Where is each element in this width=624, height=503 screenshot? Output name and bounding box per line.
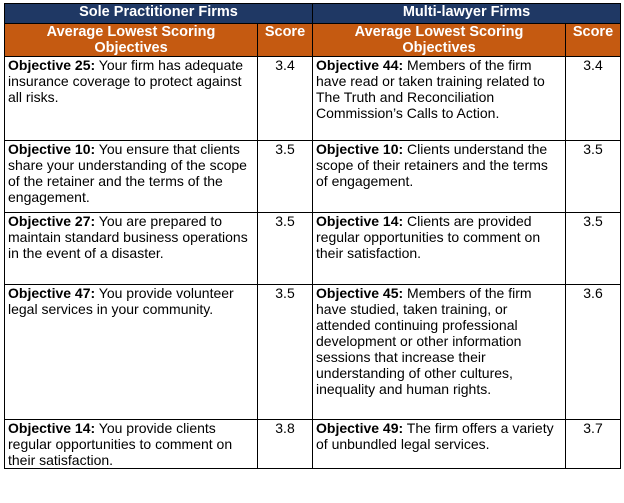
multi-score-cell: 3.5: [566, 141, 621, 213]
objective-label: Objective 14:: [316, 213, 404, 229]
objective-label: Objective 10:: [8, 141, 96, 157]
sole-score-cell: 3.5: [258, 213, 313, 285]
objective-label: Objective 27:: [8, 213, 96, 229]
sole-objective-cell: [5, 420, 258, 469]
objective-text: Members of the firm have studied, taken training, or attended continuing professional development or other information sessions that increase their understanding of other cultures, inequality and human rights.: [316, 285, 532, 397]
multi-score-cell: 3.4: [566, 57, 621, 141]
sole-score-cell: 3.5: [258, 141, 313, 213]
table-row: [5, 420, 621, 469]
table-row: [5, 213, 621, 285]
multi-objective-cell: [313, 213, 566, 285]
multi-score-cell: 3.5: [566, 213, 621, 285]
sole-score-cell: 3.8: [258, 420, 313, 469]
objective-text: Members of the firm have read or taken training related to The Truth and Reconciliation Commission’s Calls to Action.: [316, 57, 545, 121]
objective-label: Objective 49:: [316, 420, 404, 436]
multi-objective-cell: [313, 285, 566, 420]
sole-objective-cell: [5, 285, 258, 420]
multi-score-column-header: Score: [566, 24, 621, 57]
objective-label: Objective 14:: [8, 420, 96, 436]
firm-type-header-row: [5, 4, 621, 24]
table-row: [5, 57, 621, 141]
objective-label: Objective 44:: [316, 57, 404, 73]
table-row: [5, 285, 621, 420]
sole-objectives-column-header: Average Lowest Scoring Objectives: [5, 24, 258, 57]
multi-lawyer-header: Multi-lawyer Firms: [313, 4, 621, 24]
multi-objective-cell: [313, 141, 566, 213]
objective-label: Objective 25:: [8, 57, 96, 73]
multi-objective-cell: [313, 420, 566, 469]
table-row: [5, 141, 621, 213]
objective-label: Objective 45:: [316, 285, 404, 301]
objective-text: You ensure that clients share your understanding of the scope of the retainer and the terms of the engagement.: [8, 141, 247, 205]
sole-score-column-header: Score: [258, 24, 313, 57]
multi-objectives-column-header: Average Lowest Scoring Objectives: [313, 24, 566, 57]
sole-objective-cell: [5, 57, 258, 141]
multi-objective-cell: [313, 57, 566, 141]
objective-text: You provide volunteer legal services in your community.: [8, 285, 234, 317]
objectives-table: [4, 3, 621, 469]
objective-text: Clients are provided regular opportunities to comment on their satisfaction.: [316, 213, 541, 261]
sole-score-cell: 3.4: [258, 57, 313, 141]
objective-text: Your firm has adequate insurance coverage to protect against all risks.: [8, 57, 244, 105]
multi-score-cell: 3.7: [566, 420, 621, 469]
objective-text: The firm offers a variety of unbundled legal services.: [316, 420, 554, 452]
objective-label: Objective 10:: [316, 141, 404, 157]
sole-practitioner-header: Sole Practitioner Firms: [5, 4, 313, 24]
column-header-row: [5, 24, 621, 57]
sole-score-cell: 3.5: [258, 285, 313, 420]
objective-text: Clients understand the scope of their retainers and the terms of engagement.: [316, 141, 548, 189]
sole-objective-cell: [5, 213, 258, 285]
sole-objective-cell: [5, 141, 258, 213]
objective-text: You provide clients regular opportunities to comment on their satisfaction.: [8, 420, 233, 468]
objective-label: Objective 47:: [8, 285, 96, 301]
objective-text: You are prepared to maintain standard business operations in the event of a disaster.: [8, 213, 248, 261]
multi-score-cell: 3.6: [566, 285, 621, 420]
